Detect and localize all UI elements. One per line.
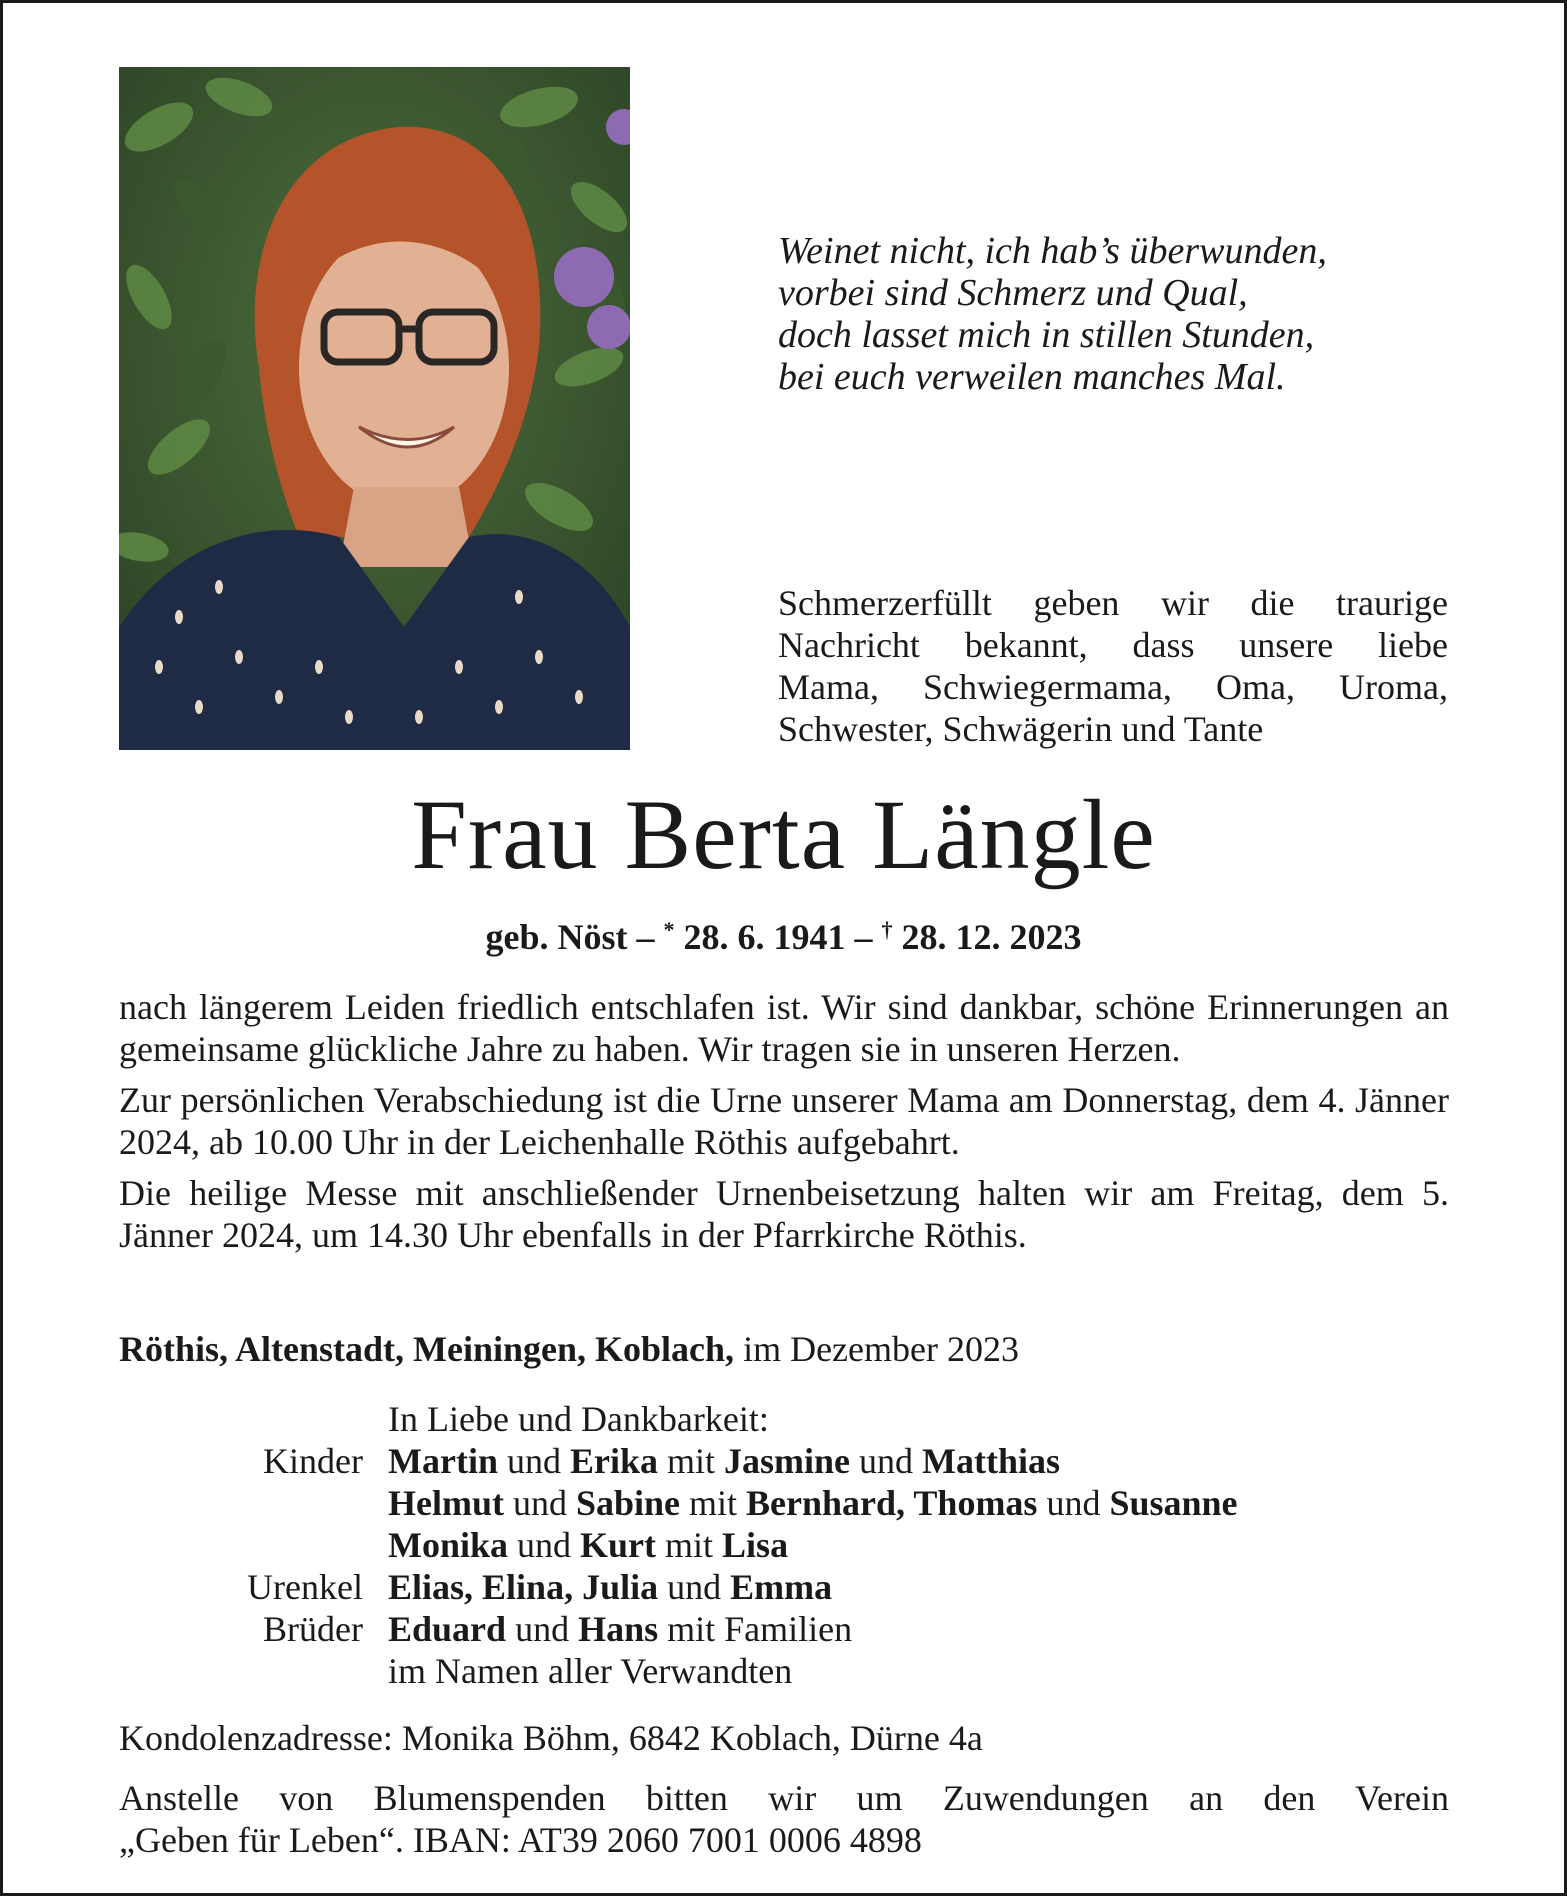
family-names — [388, 1524, 788, 1566]
donation-note — [119, 1777, 1449, 1861]
family-role: Urenkel — [247, 1567, 363, 1607]
family-names — [388, 1482, 1238, 1524]
separator: – — [845, 917, 882, 957]
family-row — [180, 1482, 1238, 1524]
month-year: im Dezember 2023 — [734, 1329, 1019, 1369]
family-member-name: Erika — [569, 1441, 658, 1481]
family-member-name: Kurt — [580, 1525, 657, 1565]
donation-line: Anstelle von Blumenspenden bitten wir um Zuwendungen an den Verein — [119, 1778, 1449, 1818]
family-role — [180, 1398, 388, 1440]
mourners-list — [180, 1398, 1238, 1692]
family-role — [180, 1524, 388, 1566]
portrait-photo-icon — [119, 67, 630, 750]
family-connector: mit — [657, 1441, 724, 1481]
family-member-name: Eduard — [388, 1609, 507, 1649]
family-row — [180, 1608, 1238, 1650]
body-paragraph: Zur persönlichen Verabschiedung ist die Urne unserer Mama am Donnerstag, dem 4. Jänner 2024, ab 10.00 Uhr in der Leichenhalle Röthis aufgebahrt. — [119, 1080, 1449, 1162]
family-role: Kinder — [263, 1441, 363, 1481]
family-connector: mit Familien — [658, 1609, 853, 1649]
poem-line: Weinet nicht, ich hab’s überwunden, — [778, 230, 1327, 272]
family-names — [388, 1440, 1060, 1482]
family-role: Brüder — [263, 1609, 363, 1649]
family-member-name: Helmut — [388, 1483, 504, 1523]
family-connector: und — [506, 1609, 579, 1649]
death-date: 28. 12. 2023 — [892, 917, 1082, 957]
family-heading-row — [180, 1398, 1238, 1440]
intro-line: Mama, Schwiegermama, Oma, Uroma, — [778, 667, 1448, 707]
family-connector: und — [850, 1441, 922, 1481]
family-member-name: Matthias — [922, 1441, 1060, 1481]
announcement-intro — [778, 582, 1448, 750]
poem-line: bei euch verweilen manches Mal. — [778, 356, 1286, 398]
life-dates — [0, 906, 1567, 961]
body-paragraph: Die heilige Messe mit anschließender Urnenbeisetzung halten wir am Freitag, dem 5. Jänner 2024, um 14.30 Uhr ebenfalls in der Pfarrkirche Röthis. — [119, 1173, 1449, 1255]
poem-line: vorbei sind Schmerz und Qual, — [778, 272, 1248, 314]
family-member-name: Susanne — [1109, 1483, 1238, 1523]
place-and-date — [119, 1328, 1019, 1370]
family-connector: mit — [680, 1483, 747, 1523]
family-connector: mit — [656, 1525, 723, 1565]
family-role — [180, 1482, 388, 1524]
family-member-name: Bernhard, Thomas — [746, 1483, 1038, 1523]
death-symbol: † — [881, 917, 893, 942]
family-member-name: Hans — [578, 1609, 659, 1649]
family-connector: und — [658, 1567, 731, 1607]
family-member-name: Jasmine — [724, 1441, 850, 1481]
family-names — [388, 1650, 792, 1692]
family-connector: und — [508, 1525, 581, 1565]
poem — [778, 230, 1478, 398]
intro-line: Nachricht bekannt, dass unsere liebe — [778, 625, 1448, 665]
family-member-name: Emma — [730, 1567, 833, 1607]
family-role — [180, 1650, 388, 1692]
family-member-name: Lisa — [722, 1525, 789, 1565]
family-member-name: Elias, Elina, Julia — [388, 1567, 659, 1607]
deceased-name: Frau Berta Längle — [411, 779, 1156, 890]
family-connector: und — [1037, 1483, 1110, 1523]
family-names — [388, 1608, 852, 1650]
family-row — [180, 1524, 1238, 1566]
family-member-name: Martin — [388, 1441, 498, 1481]
family-row — [180, 1566, 1238, 1608]
birth-symbol: * — [663, 917, 675, 942]
condolence-address: Kondolenzadresse: Monika Böhm, 6842 Koblach, Dürne 4a — [119, 1718, 983, 1758]
family-names — [388, 1566, 832, 1608]
family-member-name: Monika — [388, 1525, 509, 1565]
announcement-body — [119, 986, 1449, 1265]
family-heading: In Liebe und Dankbarkeit: — [388, 1399, 769, 1439]
poem-line: doch lasset mich in stillen Stunden, — [778, 314, 1315, 356]
birth-date: 28. 6. 1941 — [674, 917, 846, 957]
body-paragraph: nach längerem Leiden friedlich entschlafen ist. Wir sind dankbar, schöne Erinnerungen an gemeinsame glückliche Jahre zu haben. Wir tragen sie in unseren Herzen. — [119, 987, 1449, 1069]
intro-line: Schmerzerfüllt geben wir die traurige — [778, 583, 1448, 623]
separator: – — [627, 917, 664, 957]
family-row — [180, 1440, 1238, 1482]
intro-line: Schwester, Schwägerin und Tante — [778, 709, 1264, 749]
family-connector: und — [497, 1441, 570, 1481]
donation-line: „Geben für Leben“. IBAN: AT39 2060 7001 0006 4898 — [119, 1820, 922, 1860]
maiden-name: geb. Nöst — [485, 917, 628, 957]
portrait-photo — [119, 67, 630, 750]
family-connector: im Namen aller Verwandten — [388, 1651, 793, 1691]
family-connector: und — [503, 1483, 576, 1523]
family-member-name: Sabine — [575, 1483, 681, 1523]
family-row — [180, 1650, 1238, 1692]
towns: Röthis, Altenstadt, Meiningen, Koblach, — [119, 1329, 735, 1369]
